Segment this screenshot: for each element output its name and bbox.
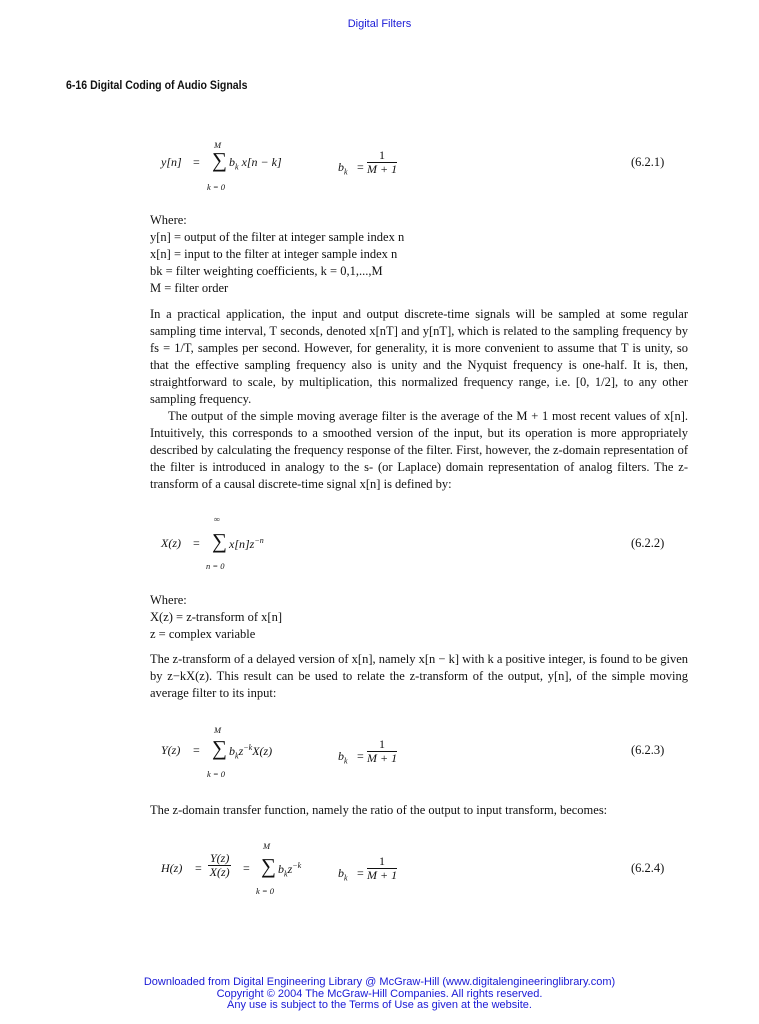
eq4-lower-limit: k = 0 [256,886,275,896]
eq2-upper-limit: ∞ [214,514,221,524]
footer-terms: Any use is subject to the Terms of Use as given at the website. [227,999,532,1011]
eq2-number: (6.2.2) [631,536,665,550]
paragraph: The z-domain transfer function, namely the ratio of the output to input transform, becomes: [150,803,608,817]
where-item: bk = filter weighting coefficients, k = 0,1,...,M [150,264,383,278]
eq3-numerator: 1 [367,738,397,752]
eq4-number: (6.2.4) [631,861,665,875]
body-paragraph-3 [150,651,688,702]
eq1-term-sub: k [235,162,239,172]
eq1-equals: = [193,155,200,169]
eq3-sigma: ∑ [212,736,227,760]
body-paragraph-4 [150,802,688,819]
eq2-term-sup: −n [254,536,264,545]
eq3-term: b [229,744,235,758]
eq4-lhs: H(z) [161,861,183,875]
eq4-sigma: ∑ [261,854,276,878]
where-item: X(z) = z-transform of x[n] [150,610,282,624]
eq1-b-equals: = [357,160,364,174]
eq4-frac-numerator: Y(z) [210,851,230,865]
where-item: M = filter order [150,281,229,295]
eq4-numerator: 1 [367,855,397,869]
eq1-sigma: ∑ [212,148,227,172]
eq3-equals: = [193,743,200,757]
eq1-denominator: M + 1 [367,162,398,176]
eq3-lhs: Y(z) [161,743,181,757]
body-paragraphs-1 [150,306,688,493]
eq4-b: b [338,866,344,880]
eq4-b-equals: = [357,866,364,880]
section-title: 6-16 Digital Coding of Audio Signals [66,78,248,92]
eq2-sigma: ∑ [212,529,227,553]
eq1-b: b [338,160,344,174]
eq3-z-sup: −k [243,743,253,752]
eq1-number: (6.2.1) [631,155,665,169]
eq3-b: b [338,749,344,763]
eq1-upper-limit: M [214,140,222,150]
eq4-denominator: M + 1 [367,868,398,882]
eq4-z: z [287,862,293,876]
paragraph: The output of the simple moving average filter is the average of the M + 1 most recent values of x[n]. Intuitively, this corresponds to a smoothed version of the input, but its operation is more appropriately described by calculating the frequency response of the filter. First, however, the z-domain representation of the filter is introduced in analogy to the s- (or Laplace) domain representation of analog filters. The z-transform of a causal discrete-time signal x[n] is defined by: [150,409,688,491]
footer-copyright: Copyright © 2004 The McGraw-Hill Companies. All rights reserved. [216,987,543,1000]
eq4-equals: = [195,861,202,875]
where-item: y[n] = output of the filter at integer sample index n [150,230,405,244]
eq4-frac-denominator: X(z) [209,865,230,879]
eq4-equals-2: = [243,861,250,875]
where-list-1 [150,212,404,297]
eq4-term: b [278,862,284,876]
where-item: x[n] = input to the filter at integer sample index n [150,247,398,261]
eq3-rest: X(z) [252,744,273,758]
paragraph: The z-transform of a delayed version of x[n], namely x[n − k] with k a positive integer, is found to be given by z−kX(z). This result can be used to relate the z-transform of the output, y[n], of the simple moving average filter to its input: [150,652,688,700]
eq3-lower-limit: k = 0 [207,769,226,779]
where-label: Where: [150,213,187,227]
footer-notice [0,977,759,1012]
paragraph: In a practical application, the input and output discrete-time signals will be sampled at some regular sampling time interval, T seconds, denoted x[nT] and y[nT], which is related to the sampling frequency by fs = 1/T, samples per second. However, for generality, it is more convenient to assume that T is unity, so that the effective sampling frequency also is unity and the Nyquist frequency is one-half. It is, then, straightforward to scale, by multiplication, this normalized frequency range, i.e. [0, 1/2], to any other sampling frequency. [150,307,688,406]
eq4-z-sup: −k [292,861,302,870]
eq4-upper-limit: M [263,841,271,851]
eq3-b-sub: k [344,756,348,766]
eq3-z: z [238,744,244,758]
running-header: Digital Filters [347,18,412,30]
where-list-2 [150,592,282,643]
where-item: z = complex variable [150,627,256,641]
eq1-term: b [229,155,235,169]
eq3-number: (6.2.3) [631,743,665,757]
eq2-lower-limit: n = 0 [206,561,225,571]
eq3-upper-limit: M [214,725,222,735]
footer-download-link[interactable]: Downloaded from Digital Engineering Library @ McGraw-Hill (www.digitalengineeringlibrary.com) [143,976,616,988]
where-label: Where: [150,593,187,607]
eq4-term-sub: k [284,869,288,879]
eq2-term: x[n]z [229,537,255,551]
eq2-lhs: X(z) [161,536,181,550]
eq3-b-equals: = [357,749,364,763]
eq1-lhs: y[n] [161,155,182,169]
eq4-b-sub: k [344,873,348,883]
eq3-term-sub: k [235,751,239,761]
eq3-denominator: M + 1 [367,751,398,765]
eq1-lower-limit: k = 0 [207,182,226,192]
eq1-numerator: 1 [367,149,397,163]
eq2-equals: = [193,536,200,550]
eq1-b-sub: k [344,167,348,177]
eq1-term-rest: x[n − k] [241,155,282,169]
